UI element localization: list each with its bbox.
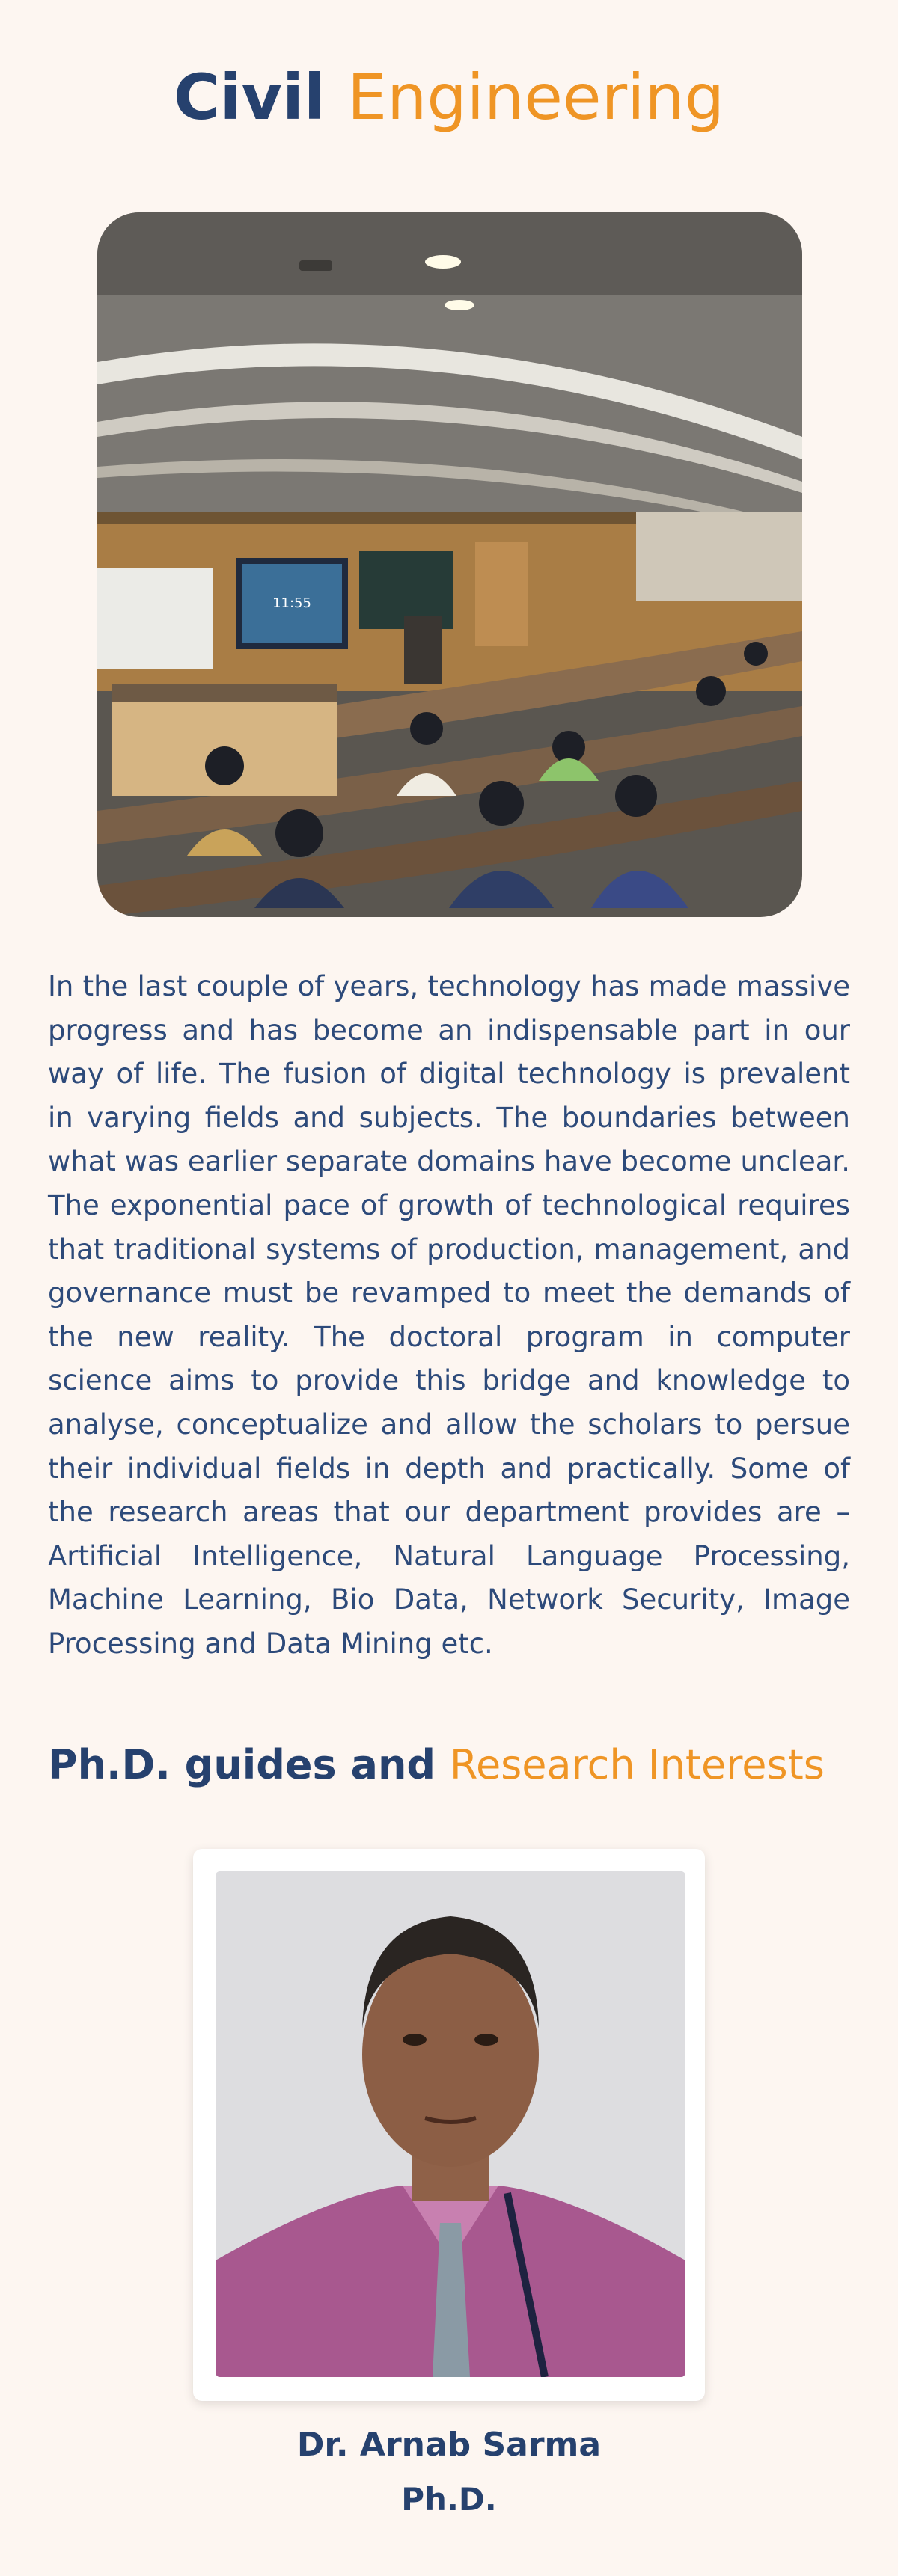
- guides-section-title: [48, 1735, 871, 1795]
- screen-time: 11:55: [272, 595, 311, 611]
- page-title-accent: Engineering: [347, 61, 725, 134]
- guide-card: [193, 1849, 705, 2401]
- intro-paragraph: In the last couple of years, technology has made massive progress and has become an indispensable part in our way of life. The fusion of digital technology is prevalent in varying fields and subjects. The boundaries between what was earlier separate domains have become unclear. The exponential pace of growth of technological requires that traditional systems of production, management, and governance must be revamped to meet the demands of the new reality. The doctoral program in computer science aims to provide this bridge and knowledge to analyse, conceptualize and allow the scholars to persue their individual fields in depth and practically. Some of the research areas that our department provides are – Artificial Intelligence, Natural Language Processing, Machine Learning, Bio Data, Network Security, Image Processing and Data Mining etc.: [48, 970, 850, 1660]
- guide-degree: Ph.D.: [401, 2481, 497, 2518]
- portrait-illustration: [216, 1871, 685, 2377]
- guide-name: Dr. Arnab Sarma: [296, 2426, 602, 2464]
- page-title-primary: Civil: [173, 61, 326, 134]
- guides-title-primary: Ph.D. guides and: [48, 1741, 436, 1788]
- classroom-illustration: [97, 212, 802, 917]
- page-title: [0, 60, 898, 135]
- guides-title-accent: Research Interests: [449, 1741, 825, 1788]
- classroom-photo: [97, 212, 802, 917]
- guide-portrait: [216, 1871, 685, 2377]
